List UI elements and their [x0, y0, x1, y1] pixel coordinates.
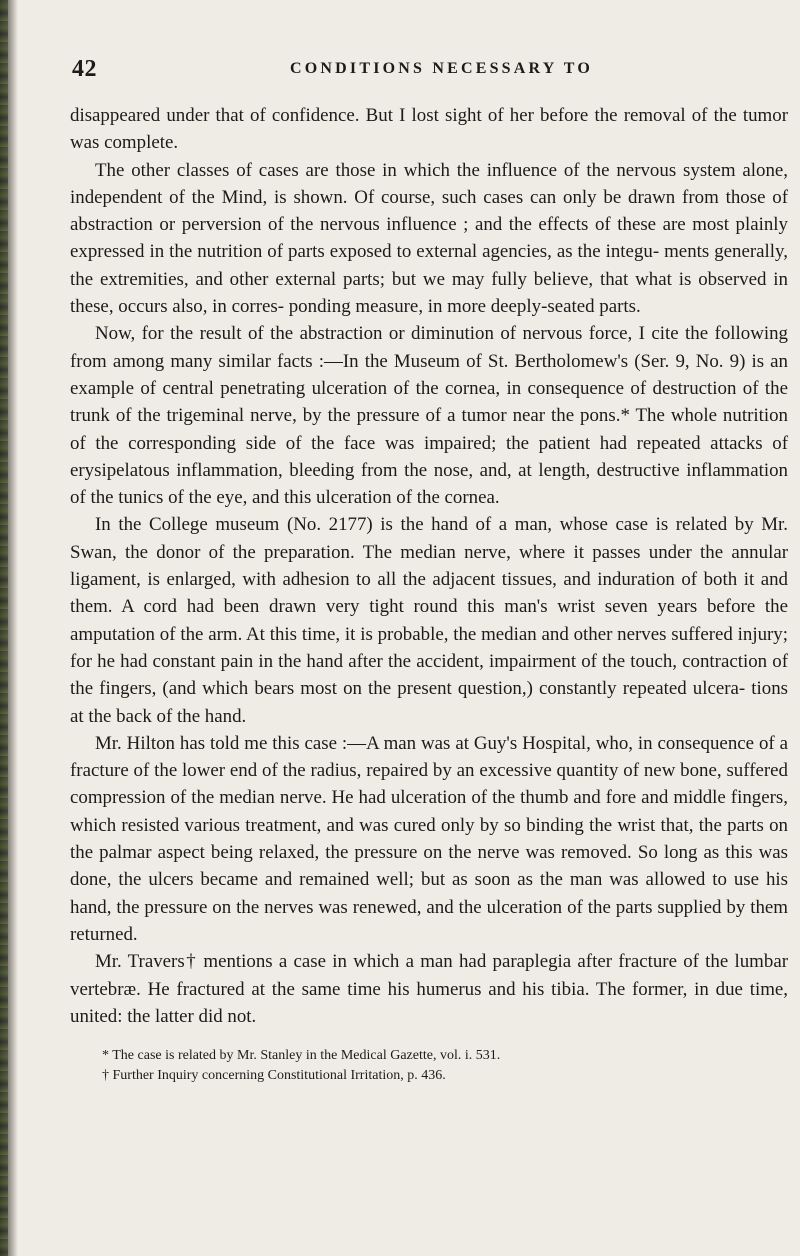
- body-text: [70, 102, 788, 1030]
- paragraph-continuation: disappeared under that of confidence. But I lost sight of her before the removal of the tumor was complete.: [70, 105, 788, 154]
- paragraph: The other classes of cases are those in which the influence of the nervous system alone, independent of the Mind, is shown. Of course, such cases can only be drawn from those of abstraction or perversion of the nervous influence ; and the effects of these are most plainly expressed in the nutrition of parts exposed to external agencies, as the integu- ments generally, the extremities, and other external parts; but we may fully believe, that what is observed in these, occurs also, in corres- ponding measure, in more deeply-seated parts.: [70, 159, 788, 318]
- paragraph: Now, for the result of the abstraction or diminution of nervous force, I cite the following from among many similar facts :—In the Museum of St. Bertholomew's (Ser. 9, No. 9) is an example of central penetrating ulceration of the cornea, in consequence of destruction of the trunk of the trigeminal nerve, by the pressure of a tumor near the pons.* The whole nutrition of the corresponding side of the face was impaired; the patient had repeated attacks of erysipelatous inflammation, bleeding from the nose, and, at length, destructive inflammation of the tunics of the eye, and this ulceration of the cornea.: [70, 323, 788, 509]
- running-title: CONDITIONS NECESSARY TO: [290, 60, 594, 77]
- paragraph: In the College museum (No. 2177) is the hand of a man, whose case is related by Mr. Swan, the donor of the preparation. The median nerve, where it passes under the annular ligament, is enlarged, with adhesion to all the adjacent tissues, and induration of both it and them. A cord had been drawn very tight round this man's wrist seven years before the amputation of the arm. At this time, it is probable, the median and other nerves suffered injury; for he had constant pain in the hand after the accident, impairment of the touch, contraction of the fingers, (and which bears most on the present question,) constantly repeated ulcera- tions at the back of the hand.: [70, 514, 788, 727]
- footnote-2: † Further Inquiry concerning Constitutional Irritation, p. 436.: [102, 1068, 446, 1084]
- footnote-1: * The case is related by Mr. Stanley in the Medical Gazette, vol. i. 531.: [102, 1048, 501, 1064]
- running-head: [70, 56, 788, 86]
- page-number: 42: [72, 56, 97, 82]
- book-page: [70, 56, 788, 1086]
- paragraph: Mr. Hilton has told me this case :—A man was at Guy's Hospital, who, in consequence of a fracture of the lower end of the radius, repaired by an excessive quantity of new bone, suffered compression of the median nerve. He had ulceration of the thumb and fore and middle fingers, which resisted various treatment, and was cured only by so binding the wrist that, the parts on the palmar aspect being relaxed, the pressure on the nerve was removed. So long as this was done, the ulcers became and remained well; but as soon as the man was allowed to use his hand, the pressure on the nerves was renewed, and the ulceration of the parts supplied by them returned.: [70, 732, 788, 945]
- gutter-edge: [0, 0, 8, 1256]
- footnotes: [70, 1046, 788, 1086]
- paragraph: Mr. Travers† mentions a case in which a man had paraplegia after fracture of the lumbar vertebræ. He fractured at the same time his humerus and his tibia. The former, in due time, united: the latter did not.: [70, 951, 788, 1027]
